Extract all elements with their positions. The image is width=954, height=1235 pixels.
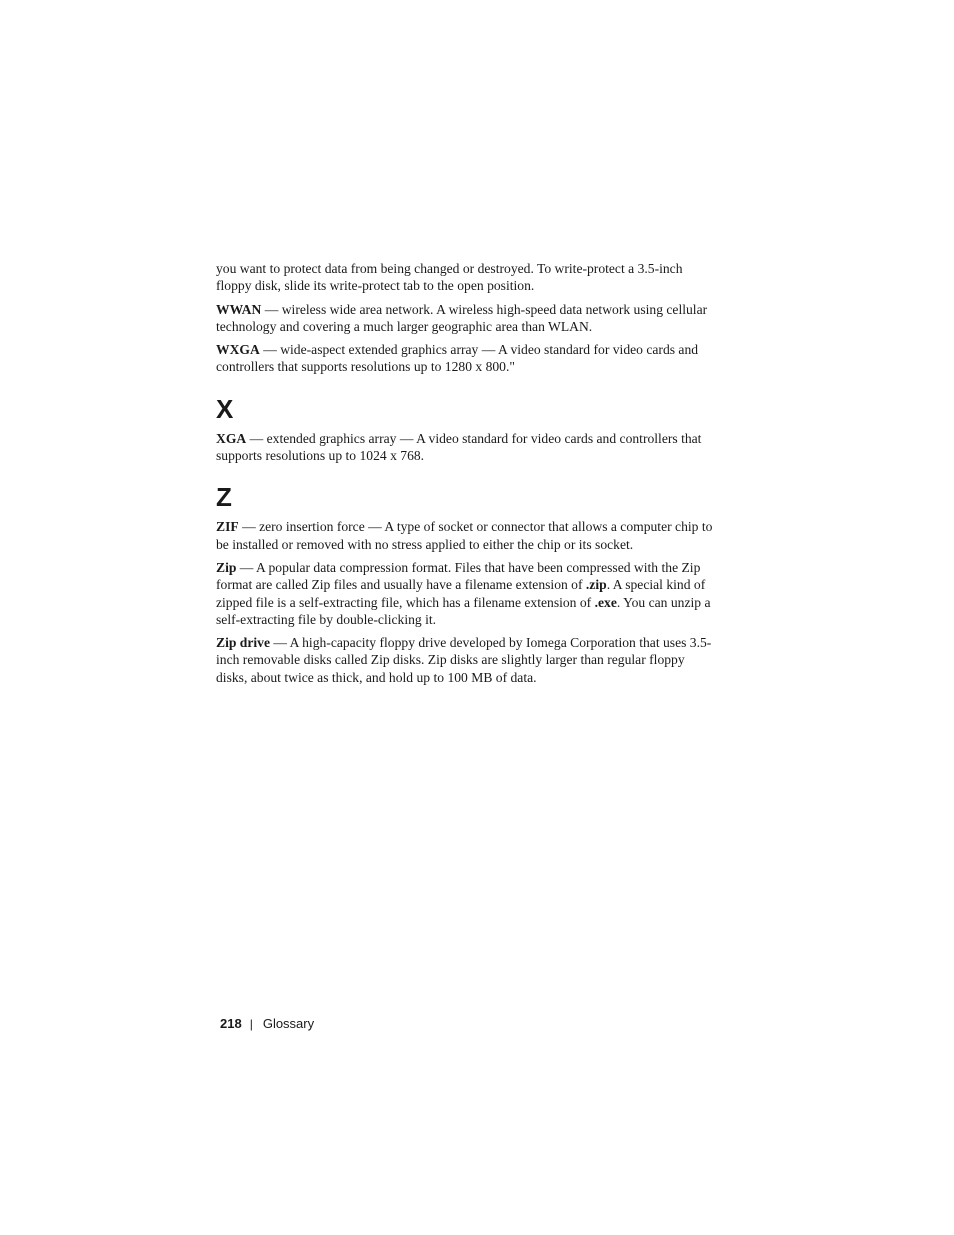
section-heading-z: Z [216,482,232,513]
entry-text: . A special kind of zipped file is a self-extracting file, which has a filename extension of [216,577,706,610]
glossary-entry-wxga [216,341,716,376]
entry-term: Zip [216,559,237,575]
entry-text: — A high-capacity floppy drive developed by Iomega Corporation that uses 3.5-inch removable disks called Zip disks. Zip disks are slightly larger than regular floppy disks, about twice as thick, and hold up to 100 MB of data. [216,635,712,685]
glossary-entry-continuation [216,260,716,295]
glossary-entry-zip [216,559,716,628]
entry-term: XGA [216,430,247,446]
entry-term: WWAN [216,301,262,317]
glossary-content [216,260,716,692]
page-number: 218 [220,1016,242,1031]
entry-term: Zip drive [216,635,271,651]
entry-text: — wide-aspect extended graphics array — A video standard for video cards and controllers that supports resolutions up to 1280 x 800." [216,342,699,375]
file-extension-zip: .zip [585,577,607,593]
entry-term: WXGA [216,342,260,358]
entry-text: you want to protect data from being changed or destroyed. To write-protect a 3.5-inch floppy disk, slide its write-protect tab to the open position. [216,261,683,294]
entry-text: — zero insertion force — A type of socket or connector that allows a computer chip to be installed or removed with no stress applied to either the chip or its socket. [216,519,713,552]
footer-separator: | [249,1017,253,1031]
section-heading-x: X [216,393,234,424]
glossary-entry-xga [216,430,716,465]
glossary-entry-zif [216,518,716,553]
footer-section-title: Glossary [262,1016,315,1031]
glossary-entry-zip-drive [216,634,716,686]
glossary-entry-wwan [216,301,716,336]
entry-text: — wireless wide area network. A wireless high-speed data network using cellular technology and covering a much larger geographic area than WLAN. [216,301,708,334]
file-extension-exe: .exe [594,594,617,610]
entry-text: — A popular data compression format. Files that have been compressed with the Zip format are called Zip files and usually have a filename extension of [216,559,701,593]
entry-text: . You can unzip a self-extracting file by double-clicking it. [216,594,711,627]
entry-text: — extended graphics array — A video standard for video cards and controllers that supports resolutions up to 1024 x 768. [216,430,702,464]
page-footer [220,1015,314,1033]
entry-term: ZIF [216,519,239,535]
